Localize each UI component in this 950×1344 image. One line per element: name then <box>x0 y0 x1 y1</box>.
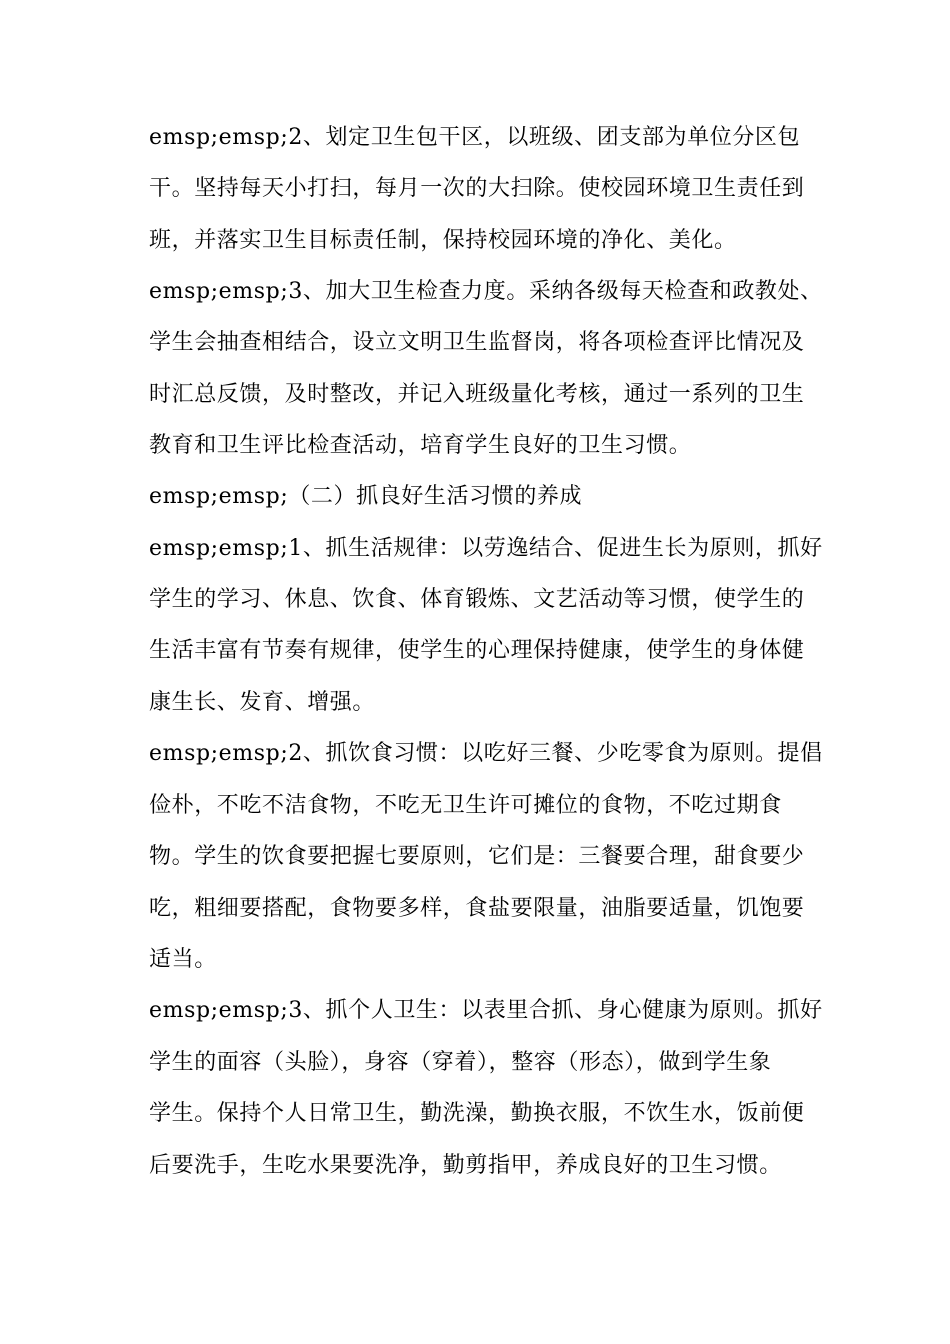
text-line: 学生的学习、休息、饮食、体育锻炼、文艺活动等习惯，使学生的 <box>149 587 805 612</box>
text-line: 班，并落实卫生目标责任制，保持校园环境的净化、美化。 <box>149 228 737 253</box>
text-line: 生活丰富有节奏有规律，使学生的心理保持健康，使学生的身体健 <box>149 638 805 663</box>
text-line: 教育和卫生评比检查活动，培育学生良好的卫生习惯。 <box>149 433 692 458</box>
text-line: 干。坚持每天小打扫，每月一次的大扫除。使校园环境卫生责任到 <box>149 176 805 201</box>
text-line: emsp;emsp;3、加大卫生检查力度。采纳各级每天检查和政教处、 <box>149 279 823 304</box>
text-line: 后要洗手，生吃水果要洗净，勤剪指甲，养成良好的卫生习惯。 <box>149 1153 782 1178</box>
text-line: emsp;emsp;3、抓个人卫生：以表里合抓、身心健康为原则。抓好 <box>149 998 823 1023</box>
text-line: 康生长、发育、增强。 <box>149 690 376 715</box>
text-line: 学生会抽查相结合，设立文明卫生监督岗，将各项检查评比情况及 <box>149 330 805 355</box>
text-line: 俭朴，不吃不洁食物，不吃无卫生许可摊位的食物，不吃过期食 <box>149 793 782 818</box>
text-line: emsp;emsp;1、抓生活规律：以劳逸结合、促进生长为原则，抓好 <box>149 536 823 561</box>
text-line: emsp;emsp;2、划定卫生包干区，以班级、团支部为单位分区包 <box>149 125 801 150</box>
text-line: 时汇总反馈，及时整改，并记入班级量化考核，通过一系列的卫生 <box>149 382 805 407</box>
text-line: emsp;emsp;2、抓饮食习惯：以吃好三餐、少吃零食为原则。提倡 <box>149 741 823 766</box>
text-line: 学生。保持个人日常卫生，勤洗澡，勤换衣服，不饮生水，饭前便 <box>149 1101 805 1126</box>
section-heading: emsp;emsp;（二）抓良好生活习惯的养成 <box>149 484 583 509</box>
text-line: 学生的面容（头脸），身容（穿着），整容（形态），做到学生象 <box>149 1050 772 1075</box>
text-line: 物。学生的饮食要把握七要原则，它们是：三餐要合理，甜食要少 <box>149 844 805 869</box>
text-line: 吃，粗细要搭配，食物要多样，食盐要限量，油脂要适量，饥饱要 <box>149 896 805 921</box>
text-line: 适当。 <box>149 947 217 972</box>
